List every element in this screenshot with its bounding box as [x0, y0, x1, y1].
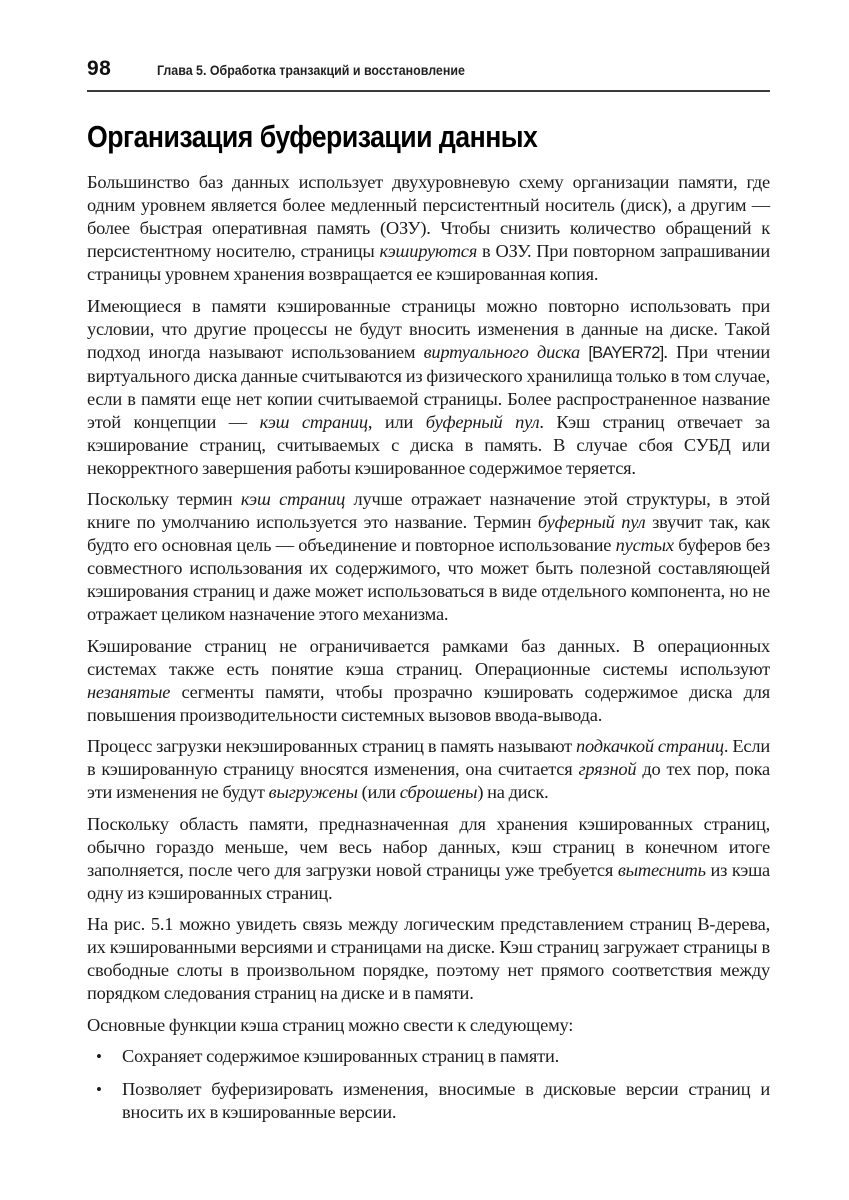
paragraph — [87, 635, 770, 727]
emphasized-term: буферный пул — [425, 411, 540, 432]
citation-ref: [BAYER72] — [588, 343, 664, 362]
text-run: Кэширование страниц не ограничивается рамками баз данных. В операционных системах также есть понятие кэша страниц. Операционные системы используют — [87, 635, 770, 679]
emphasized-term: незанятые — [87, 681, 171, 702]
text-run: буферов без совместного использования их содержимого, что может быть полезной составляющей кэширования страниц и даже может использоваться в виде отдельного компонента, но не отражает целиком назначение этого механизма. — [87, 535, 770, 624]
text-run: . Кэш страниц отвечает за кэширование страниц, считываемых с диска в память. В случае сбоя СУБД или некорректного завершения работы кэшированное содержимое теряется. — [87, 411, 770, 478]
list-item-text — [122, 1045, 770, 1068]
bullet-icon: • — [96, 1080, 102, 1099]
emphasized-term: вытеснить — [617, 859, 706, 880]
text-run: Большинство баз данных использует двухуровневую схему организации памяти, где одним уровнем является более медленный персистентный носитель (диск), а другим — более быстрая оперативная память (ОЗУ). Чтобы снизить количество обращений к персистентному носителю, страницы — [87, 172, 770, 261]
text-run: , или — [367, 411, 426, 432]
text-run: На рис. 5.1 можно увидеть связь между логическим представлением страниц B-дерева, их кэшированными версиями и страницами на диске. Кэш страниц загружает страницы в свободные слоты в произвольном порядке, поэтому нет прямого соответствия между порядком следования страниц на диске и в памяти. — [87, 914, 770, 1003]
text-run: Процесс загрузки некэшированных страниц в память называют — [87, 736, 577, 756]
paragraph — [87, 171, 770, 286]
page-number: 98 — [87, 57, 112, 80]
text-run: Поскольку область памяти, предназначенная для хранения кэшированных страниц, обычно гораздо меньше, чем весь набор данных, кэш страниц в конечном итоге заполняется, после чего для загрузки новой страницы уже требуется — [87, 813, 770, 880]
text-run: . Если в кэшированную страницу вносятся изменения, она считается — [87, 736, 770, 779]
emphasized-term: выгружены — [268, 782, 358, 802]
text-run: до тех пор, пока эти изменения не будут — [87, 759, 770, 802]
paragraph — [87, 1014, 770, 1037]
emphasized-term: подкачкой страниц — [576, 736, 724, 756]
list-item — [87, 1045, 770, 1068]
paragraph — [87, 913, 770, 1005]
paragraph — [87, 295, 770, 480]
text-run: сегменты памяти, чтобы прозрачно кэшировать содержимое диска для повышения производительности системных вызовов ввода-вывода. — [87, 681, 770, 725]
list-item — [87, 1078, 770, 1124]
text-run: из кэша одну из кэшированных страниц. — [87, 859, 770, 903]
text-run: ) на диск. — [477, 782, 549, 802]
emphasized-term: кэш страниц — [259, 411, 368, 432]
emphasized-term: кэшируются — [379, 241, 478, 261]
chapter-title: Глава 5. Обработка транзакций и восстановление — [157, 63, 466, 78]
emphasized-term: буферный пул — [537, 512, 646, 532]
emphasized-term: сброшены — [399, 782, 478, 802]
text-run: Имеющиеся в памяти кэшированные страницы можно повторно использовать при условии, что другие процессы не будут вносить изменения в данные на диске. Такой подход иногда называют использованием — [87, 295, 770, 362]
list-item-text — [122, 1078, 770, 1124]
text-run: (или — [357, 782, 400, 802]
emphasized-term: кэш страниц — [240, 489, 346, 509]
text-run: Позволяет буферизировать изменения, вносимые в дисковые версии страниц и вносить их в кэшированные версии. — [122, 1079, 770, 1122]
emphasized-term: грязной — [578, 759, 637, 779]
emphasized-term: виртуального диска — [423, 341, 580, 362]
paragraph — [87, 735, 770, 804]
bullet-icon: • — [96, 1047, 102, 1066]
text-run: Основные функции кэша страниц можно свести к следующему: — [87, 1014, 574, 1035]
text-run: Поскольку термин — [87, 489, 241, 509]
text-run: звучит так, как будто его основная цель — объединение и повторное использование — [87, 512, 770, 555]
running-header — [87, 0, 770, 81]
text-run: в ОЗУ. При повторном запрашивании страницы уровнем хранения возвращается ее кэшированная копия. — [87, 241, 770, 284]
paragraph — [87, 813, 770, 905]
paragraph — [87, 488, 770, 626]
header-rule — [87, 90, 770, 92]
section-heading: Организация буферизации данных — [87, 119, 538, 154]
page-content-column — [87, 0, 770, 1134]
text-run: . При чтении виртуального диска данные считываются из физического хранилища только в том случае, если в памяти еще нет копии считываемой страницы. Более распространенное название этой концепции — — [87, 341, 771, 432]
text-run: Сохраняет содержимое кэшированных страниц в памяти. — [122, 1046, 560, 1066]
emphasized-term: пустых — [615, 535, 674, 555]
text-run: лучше отражает назначение этой структуры, в этой книге по умолчанию используется это название. Термин — [87, 489, 770, 532]
body-text — [87, 171, 770, 1124]
